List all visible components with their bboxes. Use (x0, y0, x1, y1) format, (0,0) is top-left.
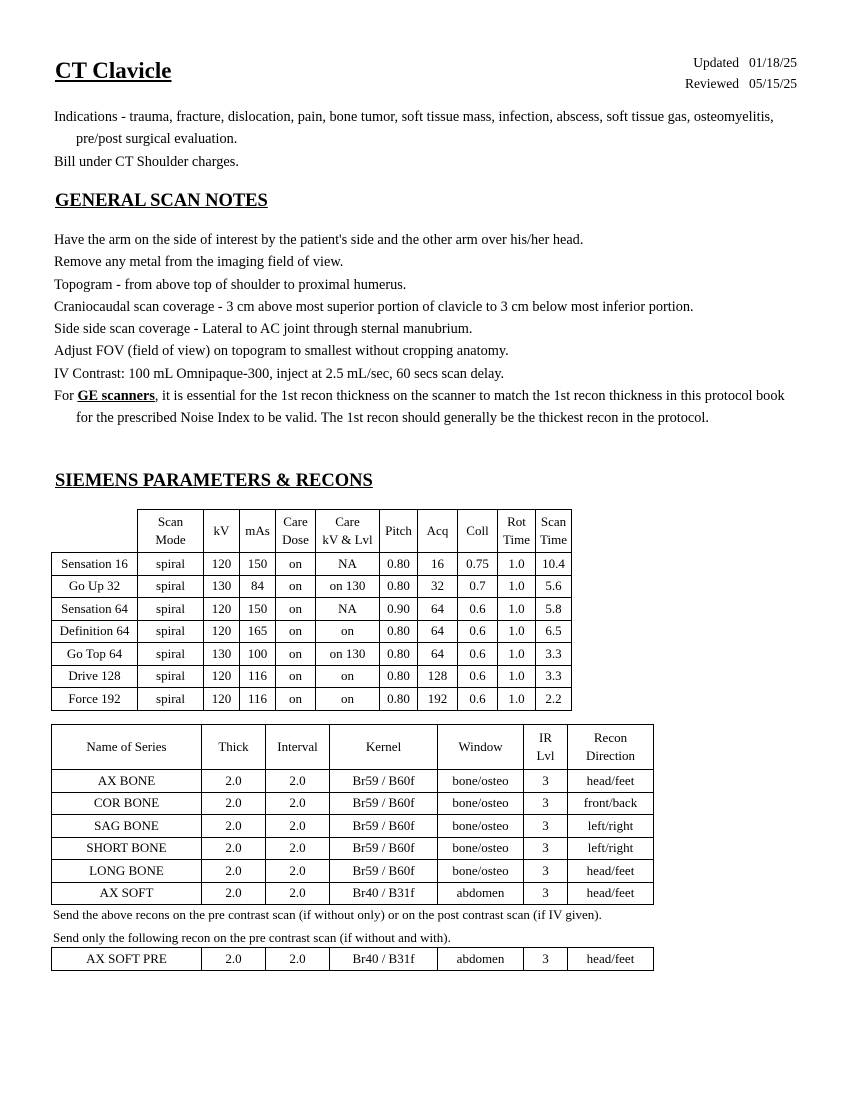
billing-text: Bill under CT Shoulder charges. (54, 153, 239, 170)
table-cell: spiral (138, 575, 204, 598)
table-cell: on (276, 553, 316, 576)
note-line: Have the arm on the side of interest by the patient's side and the other arm over his/her head. (54, 232, 584, 248)
table-cell: SAG BONE (52, 815, 202, 838)
table-cell: front/back (568, 792, 654, 815)
ge-note-prefix: For (54, 388, 78, 405)
table-cell: 32 (418, 575, 458, 598)
table-cell: AX SOFT PRE (52, 948, 202, 971)
header-text: Dose (282, 532, 309, 547)
send-note-post: Send the above recons on the pre contrast scan (if without only) or on the post contrast scan (if IV given). (53, 907, 602, 922)
table-cell: on (316, 665, 380, 688)
header-text: Time (540, 532, 567, 547)
table-cell: 1.0 (498, 643, 536, 666)
header-cell (202, 725, 266, 770)
table-cell: 2.2 (536, 688, 572, 711)
note-line: Adjust FOV (field of view) on topogram to smallest without cropping anatomy. (54, 343, 509, 360)
table-cell: 5.8 (536, 598, 572, 621)
table-header-row (52, 725, 654, 770)
header-text: Acq (426, 523, 449, 538)
header-text: Kernel (365, 739, 402, 754)
table-cell: 3 (524, 815, 568, 838)
header-text: Rot (507, 514, 526, 529)
table-cell: Br59 / B60f (330, 860, 438, 883)
table-cell: Go Up 32 (52, 575, 138, 598)
reviewed-date: 05/15/25 (748, 76, 797, 91)
table-cell: head/feet (568, 882, 654, 905)
table-cell: 116 (240, 688, 276, 711)
table-cell: LONG BONE (52, 860, 202, 883)
header-cell (438, 725, 524, 770)
table-cell: Go Top 64 (52, 643, 138, 666)
table-cell: 3 (524, 948, 568, 971)
table-cell: 0.6 (458, 688, 498, 711)
header-text: kV & Lvl (322, 532, 373, 547)
table-cell: 100 (240, 643, 276, 666)
table-cell: spiral (138, 598, 204, 621)
table-row (52, 815, 654, 838)
table-cell: Drive 128 (52, 665, 138, 688)
header-cell (568, 725, 654, 770)
table-cell: 1.0 (498, 620, 536, 643)
table-cell: on (276, 620, 316, 643)
table-cell: 2.0 (266, 770, 330, 793)
table-cell: 2.0 (266, 948, 330, 971)
header-cell (536, 510, 572, 553)
table-cell: 130 (204, 575, 240, 598)
table-row (52, 575, 572, 598)
header-cell (52, 725, 202, 770)
header-text: mAs (245, 523, 270, 538)
header-cell (498, 510, 536, 553)
table-cell: 0.6 (458, 598, 498, 621)
header-text: Scan (157, 514, 184, 529)
table-row (52, 665, 572, 688)
table-cell: SHORT BONE (52, 837, 202, 860)
table-cell: 120 (204, 688, 240, 711)
table-cell: Br40 / B31f (330, 882, 438, 905)
page-title: CT Clavicle (55, 58, 172, 83)
pre-contrast-recon-table (51, 947, 654, 971)
table-cell: 2.0 (266, 837, 330, 860)
table-cell: Br59 / B60f (330, 770, 438, 793)
header-text: IR (539, 730, 552, 745)
table-row (52, 643, 572, 666)
header-text: Interval (277, 739, 318, 754)
table-cell: 10.4 (536, 553, 572, 576)
table-cell: bone/osteo (438, 770, 524, 793)
table-cell: AX SOFT (52, 882, 202, 905)
table-cell: 120 (204, 598, 240, 621)
table-cell: 116 (240, 665, 276, 688)
ge-note-text: , it is essential for the 1st recon thickness on the scanner to match the 1st recon thickness in this protocol book for the prescribed Noise Index to be valid. The 1st recon should generally be the thickest recon in the protocol. (76, 388, 785, 427)
table-cell: 3 (524, 770, 568, 793)
header-text: Thick (218, 739, 249, 754)
table-cell: spiral (138, 620, 204, 643)
table-cell: on (316, 620, 380, 643)
header-cell (266, 725, 330, 770)
note-line: Craniocaudal scan coverage - 3 cm above most superior portion of clavicle to 3 cm below most inferior portion. (54, 298, 694, 315)
table-cell: abdomen (438, 948, 524, 971)
table-cell: head/feet (568, 860, 654, 883)
table-row (52, 620, 572, 643)
table-cell: on (276, 575, 316, 598)
table-cell: 6.5 (536, 620, 572, 643)
table-cell: 150 (240, 553, 276, 576)
table-cell: 64 (418, 643, 458, 666)
table-row (52, 688, 572, 711)
table-cell: bone/osteo (438, 860, 524, 883)
table-cell: 2.0 (266, 860, 330, 883)
table-cell: 0.80 (380, 643, 418, 666)
table-cell: 2.0 (266, 815, 330, 838)
header-text: Lvl (536, 748, 555, 763)
table-cell: spiral (138, 553, 204, 576)
header-text: Care (283, 514, 308, 529)
table-cell: Sensation 16 (52, 553, 138, 576)
updated-label: Updated (693, 55, 739, 70)
table-row (52, 948, 654, 971)
table-cell: 2.0 (202, 837, 266, 860)
revision-dates (685, 52, 797, 94)
table-cell: 64 (418, 598, 458, 621)
table-cell: 0.75 (458, 553, 498, 576)
send-note-pre: Send only the following recon on the pre contrast scan (if without and with). (53, 930, 451, 945)
table-cell: 130 (204, 643, 240, 666)
table-cell: 2.0 (202, 815, 266, 838)
table-cell: bone/osteo (438, 837, 524, 860)
updated-row (685, 52, 797, 73)
header-cell (138, 510, 204, 553)
recon-table (51, 724, 654, 905)
header-cell (276, 510, 316, 553)
table-cell: Force 192 (52, 688, 138, 711)
table-header-row (52, 510, 572, 553)
header-cell (524, 725, 568, 770)
reviewed-row (685, 73, 797, 94)
table-cell: 0.6 (458, 643, 498, 666)
table-cell: on (276, 688, 316, 711)
indications-text: Indications - trauma, fracture, dislocation, pain, bone tumor, soft tissue mass, infection, abscess, soft tissue gas, osteomyelitis, pre/post surgical evaluation. (54, 109, 774, 148)
table-row (52, 770, 654, 793)
table-cell: 1.0 (498, 553, 536, 576)
table-cell: 3 (524, 792, 568, 815)
header-cell (380, 510, 418, 553)
table-cell: Br59 / B60f (330, 792, 438, 815)
updated-date: 01/18/25 (748, 55, 797, 70)
header-cell (330, 725, 438, 770)
header-text: kV (213, 523, 230, 538)
table-cell: 3 (524, 837, 568, 860)
note-line: IV Contrast: 100 mL Omnipaque-300, inject at 2.5 mL/sec, 60 secs scan delay. (54, 365, 505, 382)
table-cell: spiral (138, 688, 204, 711)
table-cell: NA (316, 553, 380, 576)
header-cell (316, 510, 380, 553)
table-cell: 2.0 (202, 792, 266, 815)
header-text: Recon (593, 730, 628, 745)
table-cell: 2.0 (202, 882, 266, 905)
table-cell: 64 (418, 620, 458, 643)
table-cell: 0.80 (380, 665, 418, 688)
header-text: Name of Series (86, 739, 167, 754)
header-cell (52, 510, 138, 553)
table-cell: 3 (524, 860, 568, 883)
table-cell: 0.7 (458, 575, 498, 598)
table-cell: 0.6 (458, 665, 498, 688)
table-cell: 2.0 (266, 792, 330, 815)
table-cell: 3.3 (536, 643, 572, 666)
header-text: Direction (585, 748, 636, 763)
header-text: Window (458, 739, 503, 754)
table-cell: Br59 / B60f (330, 837, 438, 860)
header-cell (458, 510, 498, 553)
ge-scanners-link: GE scanners (77, 388, 155, 405)
table-cell: 0.90 (380, 598, 418, 621)
table-row (52, 882, 654, 905)
header-cell (418, 510, 458, 553)
table-cell: 3.3 (536, 665, 572, 688)
table-cell: 84 (240, 575, 276, 598)
general-notes-heading: GENERAL SCAN NOTES (55, 191, 268, 211)
table-cell: spiral (138, 643, 204, 666)
header-text: Coll (466, 523, 489, 538)
note-line: Topogram - from above top of shoulder to proximal humerus. (54, 276, 407, 293)
table-cell: 0.80 (380, 553, 418, 576)
table-cell: 1.0 (498, 665, 536, 688)
header-text: Pitch (385, 523, 412, 538)
table-cell: on 130 (316, 643, 380, 666)
general-notes (54, 229, 794, 430)
note-line: Remove any metal from the imaging field of view. (54, 254, 344, 271)
table-cell: left/right (568, 837, 654, 860)
table-cell: 5.6 (536, 575, 572, 598)
header-text: Scan (540, 514, 567, 529)
table-cell: 120 (204, 665, 240, 688)
table-cell: on (276, 665, 316, 688)
table-cell: 192 (418, 688, 458, 711)
note-line: Side side scan coverage - Lateral to AC joint through sternal manubrium. (54, 321, 473, 338)
header-text: Mode (155, 532, 186, 547)
table-cell: 0.6 (458, 620, 498, 643)
table-cell: bone/osteo (438, 815, 524, 838)
table-cell: head/feet (568, 770, 654, 793)
table-cell: Br59 / B60f (330, 815, 438, 838)
table-cell: head/feet (568, 948, 654, 971)
table-cell: 0.80 (380, 620, 418, 643)
table-cell: left/right (568, 815, 654, 838)
table-row (52, 598, 572, 621)
table-cell: abdomen (438, 882, 524, 905)
table-cell: on (316, 688, 380, 711)
header-text: Care (335, 514, 360, 529)
table-cell: 120 (204, 553, 240, 576)
table-cell: 2.0 (266, 882, 330, 905)
table-cell: 2.0 (202, 770, 266, 793)
reviewed-label: Reviewed (685, 76, 739, 91)
table-cell: COR BONE (52, 792, 202, 815)
siemens-heading: SIEMENS PARAMETERS & RECONS (55, 471, 373, 491)
table-cell: on 130 (316, 575, 380, 598)
header-cell (204, 510, 240, 553)
table-cell: AX BONE (52, 770, 202, 793)
table-cell: NA (316, 598, 380, 621)
intro-section (54, 106, 794, 173)
table-cell: 3 (524, 882, 568, 905)
table-row (52, 860, 654, 883)
table-cell: 120 (204, 620, 240, 643)
table-cell: 2.0 (202, 860, 266, 883)
table-cell: 1.0 (498, 575, 536, 598)
table-cell: bone/osteo (438, 792, 524, 815)
table-cell: 1.0 (498, 688, 536, 711)
table-cell: 165 (240, 620, 276, 643)
table-cell: 128 (418, 665, 458, 688)
table-row (52, 553, 572, 576)
table-cell: spiral (138, 665, 204, 688)
scanner-parameters-table (51, 509, 572, 711)
table-cell: on (276, 643, 316, 666)
table-cell: 0.80 (380, 688, 418, 711)
ge-scanner-note (54, 385, 794, 430)
table-row (52, 792, 654, 815)
table-cell: 0.80 (380, 575, 418, 598)
table-cell: 1.0 (498, 598, 536, 621)
table-cell: Br40 / B31f (330, 948, 438, 971)
table-cell: on (276, 598, 316, 621)
table-cell: Definition 64 (52, 620, 138, 643)
table-row (52, 837, 654, 860)
table-cell: Sensation 64 (52, 598, 138, 621)
table-cell: 16 (418, 553, 458, 576)
header-text: Time (503, 532, 530, 547)
header-cell (240, 510, 276, 553)
table-cell: 150 (240, 598, 276, 621)
table-cell: 2.0 (202, 948, 266, 971)
